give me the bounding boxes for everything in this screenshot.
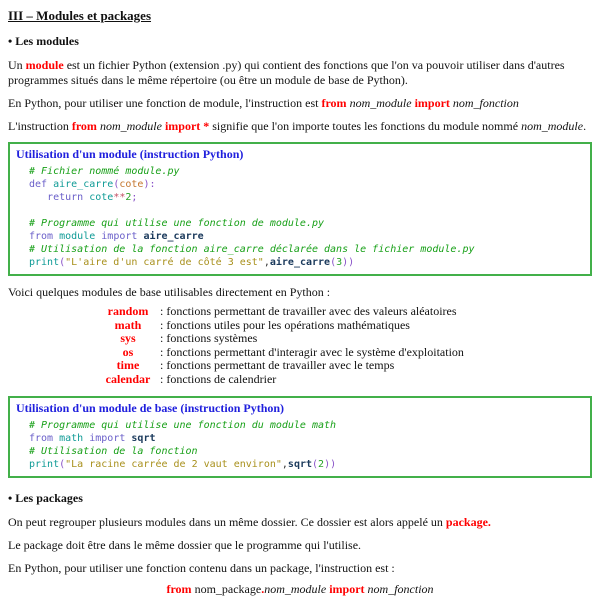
code-line <box>29 217 584 230</box>
keyword-from: from <box>71 119 97 133</box>
keyword-from: from <box>321 96 347 110</box>
module-desc: : fonctions permettant d'interagir avec le système d'exploitation <box>160 344 464 359</box>
code-box-module-base <box>8 396 592 478</box>
code-token: aire_carre <box>269 257 331 268</box>
code-token: 2 <box>125 192 132 203</box>
code-token: # Utilisation de la fonction aire_carre déclarée dans le fichier module.py <box>29 244 475 255</box>
code-token: ** <box>113 192 126 203</box>
code-token: return <box>47 192 84 203</box>
code-token: 2 <box>318 459 325 470</box>
code-line <box>29 256 584 269</box>
code-token: # Fichier nommé module.py <box>29 166 180 177</box>
module-desc: : fonctions systèmes <box>160 331 258 345</box>
code-line <box>29 243 584 256</box>
module-row-calendar <box>96 373 592 387</box>
code-token: sqrt <box>287 459 313 470</box>
code-box-module <box>8 142 592 276</box>
placeholder-nom-fonction: nom_fonction <box>367 582 434 596</box>
paragraph-package-import-syntax <box>8 582 592 597</box>
code-token: ( <box>113 179 120 190</box>
keyword-from: from <box>166 582 192 596</box>
module-row-math <box>96 319 592 333</box>
code-token: "La racine carrée de 2 vaut environ" <box>65 459 282 470</box>
module-name: time <box>116 358 140 372</box>
code-token: "L'aire d'un carré de côté 3 est" <box>65 257 264 268</box>
paragraph-voici: Voici quelques modules de base utilisables directement en Python : <box>8 285 331 299</box>
code-token: ): <box>143 179 156 190</box>
code-line <box>29 230 584 243</box>
code-token: ( <box>59 459 66 470</box>
code-token: aire_carre <box>143 231 204 242</box>
code-token: import <box>89 433 126 444</box>
text-run: signifie que l'on importe toutes les fonctions du module nommé <box>212 119 522 133</box>
code-line <box>29 458 584 471</box>
code-line <box>29 445 584 458</box>
code-token: math <box>59 433 84 444</box>
code-box-title: Utilisation d'un module de base (instruction Python) <box>16 401 285 415</box>
module-list <box>96 305 592 386</box>
module-desc: : fonctions permettant de travailler avec des valeurs aléatoires <box>160 304 457 318</box>
paragraph-package-location: Le package doit être dans le même dossier que le programme qui l'utilise. <box>8 538 362 552</box>
code-token: print <box>29 257 60 268</box>
paragraph-package-usage: En Python, pour utiliser une fonction contenu dans un package, l'instruction est : <box>8 561 395 575</box>
placeholder-nom-module: nom_module <box>349 96 412 110</box>
code-token <box>29 192 47 203</box>
module-row-random <box>96 305 592 319</box>
text-run: . <box>583 119 587 133</box>
code-token: # Utilisation de la fonction <box>29 446 198 457</box>
code-area <box>16 419 584 471</box>
code-token: def <box>29 179 48 190</box>
module-name: sys <box>120 331 136 345</box>
code-token: sqrt <box>131 433 156 444</box>
heading-les-modules: • Les modules <box>8 34 79 48</box>
code-line <box>29 165 584 178</box>
code-token: # Programme qui utilise une fonction de module.py <box>29 218 325 229</box>
module-name: random <box>107 304 149 318</box>
paragraph-import-star <box>8 119 592 134</box>
code-token: , <box>281 459 288 470</box>
code-token: ( <box>59 257 66 268</box>
code-token: ; <box>131 192 138 203</box>
module-desc: : fonctions de calendrier <box>160 371 277 386</box>
dot-separator: . <box>261 582 265 596</box>
section-title: III – Modules et packages <box>8 8 152 23</box>
keyword-module: module <box>25 58 64 72</box>
text-nom-package: nom_package <box>194 582 262 596</box>
paragraph-import-syntax <box>8 96 592 111</box>
code-token: print <box>29 459 60 470</box>
code-token: )) <box>324 459 337 470</box>
code-token: ( <box>330 257 337 268</box>
placeholder-nom-module: nom_module <box>264 582 327 596</box>
code-line <box>29 419 584 432</box>
heading-les-packages: • Les packages <box>8 491 83 505</box>
module-desc: : fonctions utiles pour les opérations mathématiques <box>160 317 410 332</box>
text-run: On peut regrouper plusieurs modules dans un même dossier. Ce dossier est alors appelé un <box>8 515 446 529</box>
placeholder-nom-module: nom_module <box>521 119 584 133</box>
text-run: L'instruction <box>8 119 69 133</box>
placeholder-nom-module: nom_module <box>99 119 162 133</box>
code-line <box>29 178 584 191</box>
code-token: 3 <box>336 257 343 268</box>
code-line <box>29 204 584 217</box>
text-run: En Python, pour utiliser une fonction de module, l'instruction est <box>8 96 319 110</box>
module-desc: : fonctions permettant de travailler avec le temps <box>160 358 395 372</box>
text-run: Un <box>8 58 26 72</box>
code-line <box>29 191 584 204</box>
keyword-import: import <box>329 582 365 596</box>
code-line <box>29 432 584 445</box>
code-token: ( <box>312 459 319 470</box>
module-row-sys <box>96 332 592 346</box>
code-token: # Programme qui utilise une fonction du module math <box>29 420 337 431</box>
star-symbol: * <box>203 119 210 133</box>
code-token: )) <box>342 257 355 268</box>
code-token: aire_carre <box>53 179 114 190</box>
keyword-package: package. <box>445 515 491 529</box>
paragraph-module-definition <box>8 58 592 88</box>
code-area <box>16 165 584 269</box>
code-token: cote <box>89 192 114 203</box>
code-token: import <box>101 231 138 242</box>
code-token: from <box>29 231 54 242</box>
keyword-import: import <box>414 96 450 110</box>
module-name: calendar <box>105 371 151 386</box>
code-token: , <box>263 257 270 268</box>
keyword-import: import <box>164 119 201 133</box>
code-token: module <box>59 231 96 242</box>
module-row-time <box>96 359 592 373</box>
placeholder-nom-fonction: nom_fonction <box>452 96 519 110</box>
paragraph-package-definition <box>8 515 592 530</box>
module-name: math <box>114 317 142 332</box>
module-row-os <box>96 346 592 360</box>
code-token: from <box>29 433 54 444</box>
code-box-title: Utilisation d'un module (instruction Python) <box>16 147 244 161</box>
module-name: os <box>122 344 134 359</box>
text-run: est un fichier Python (extension .py) qui contient des fonctions que l'on va pouvoir utiliser dans d'autres programmes situés dans le même répertoire (ou être un module de base de Python). <box>8 58 565 87</box>
code-token: cote <box>119 179 144 190</box>
